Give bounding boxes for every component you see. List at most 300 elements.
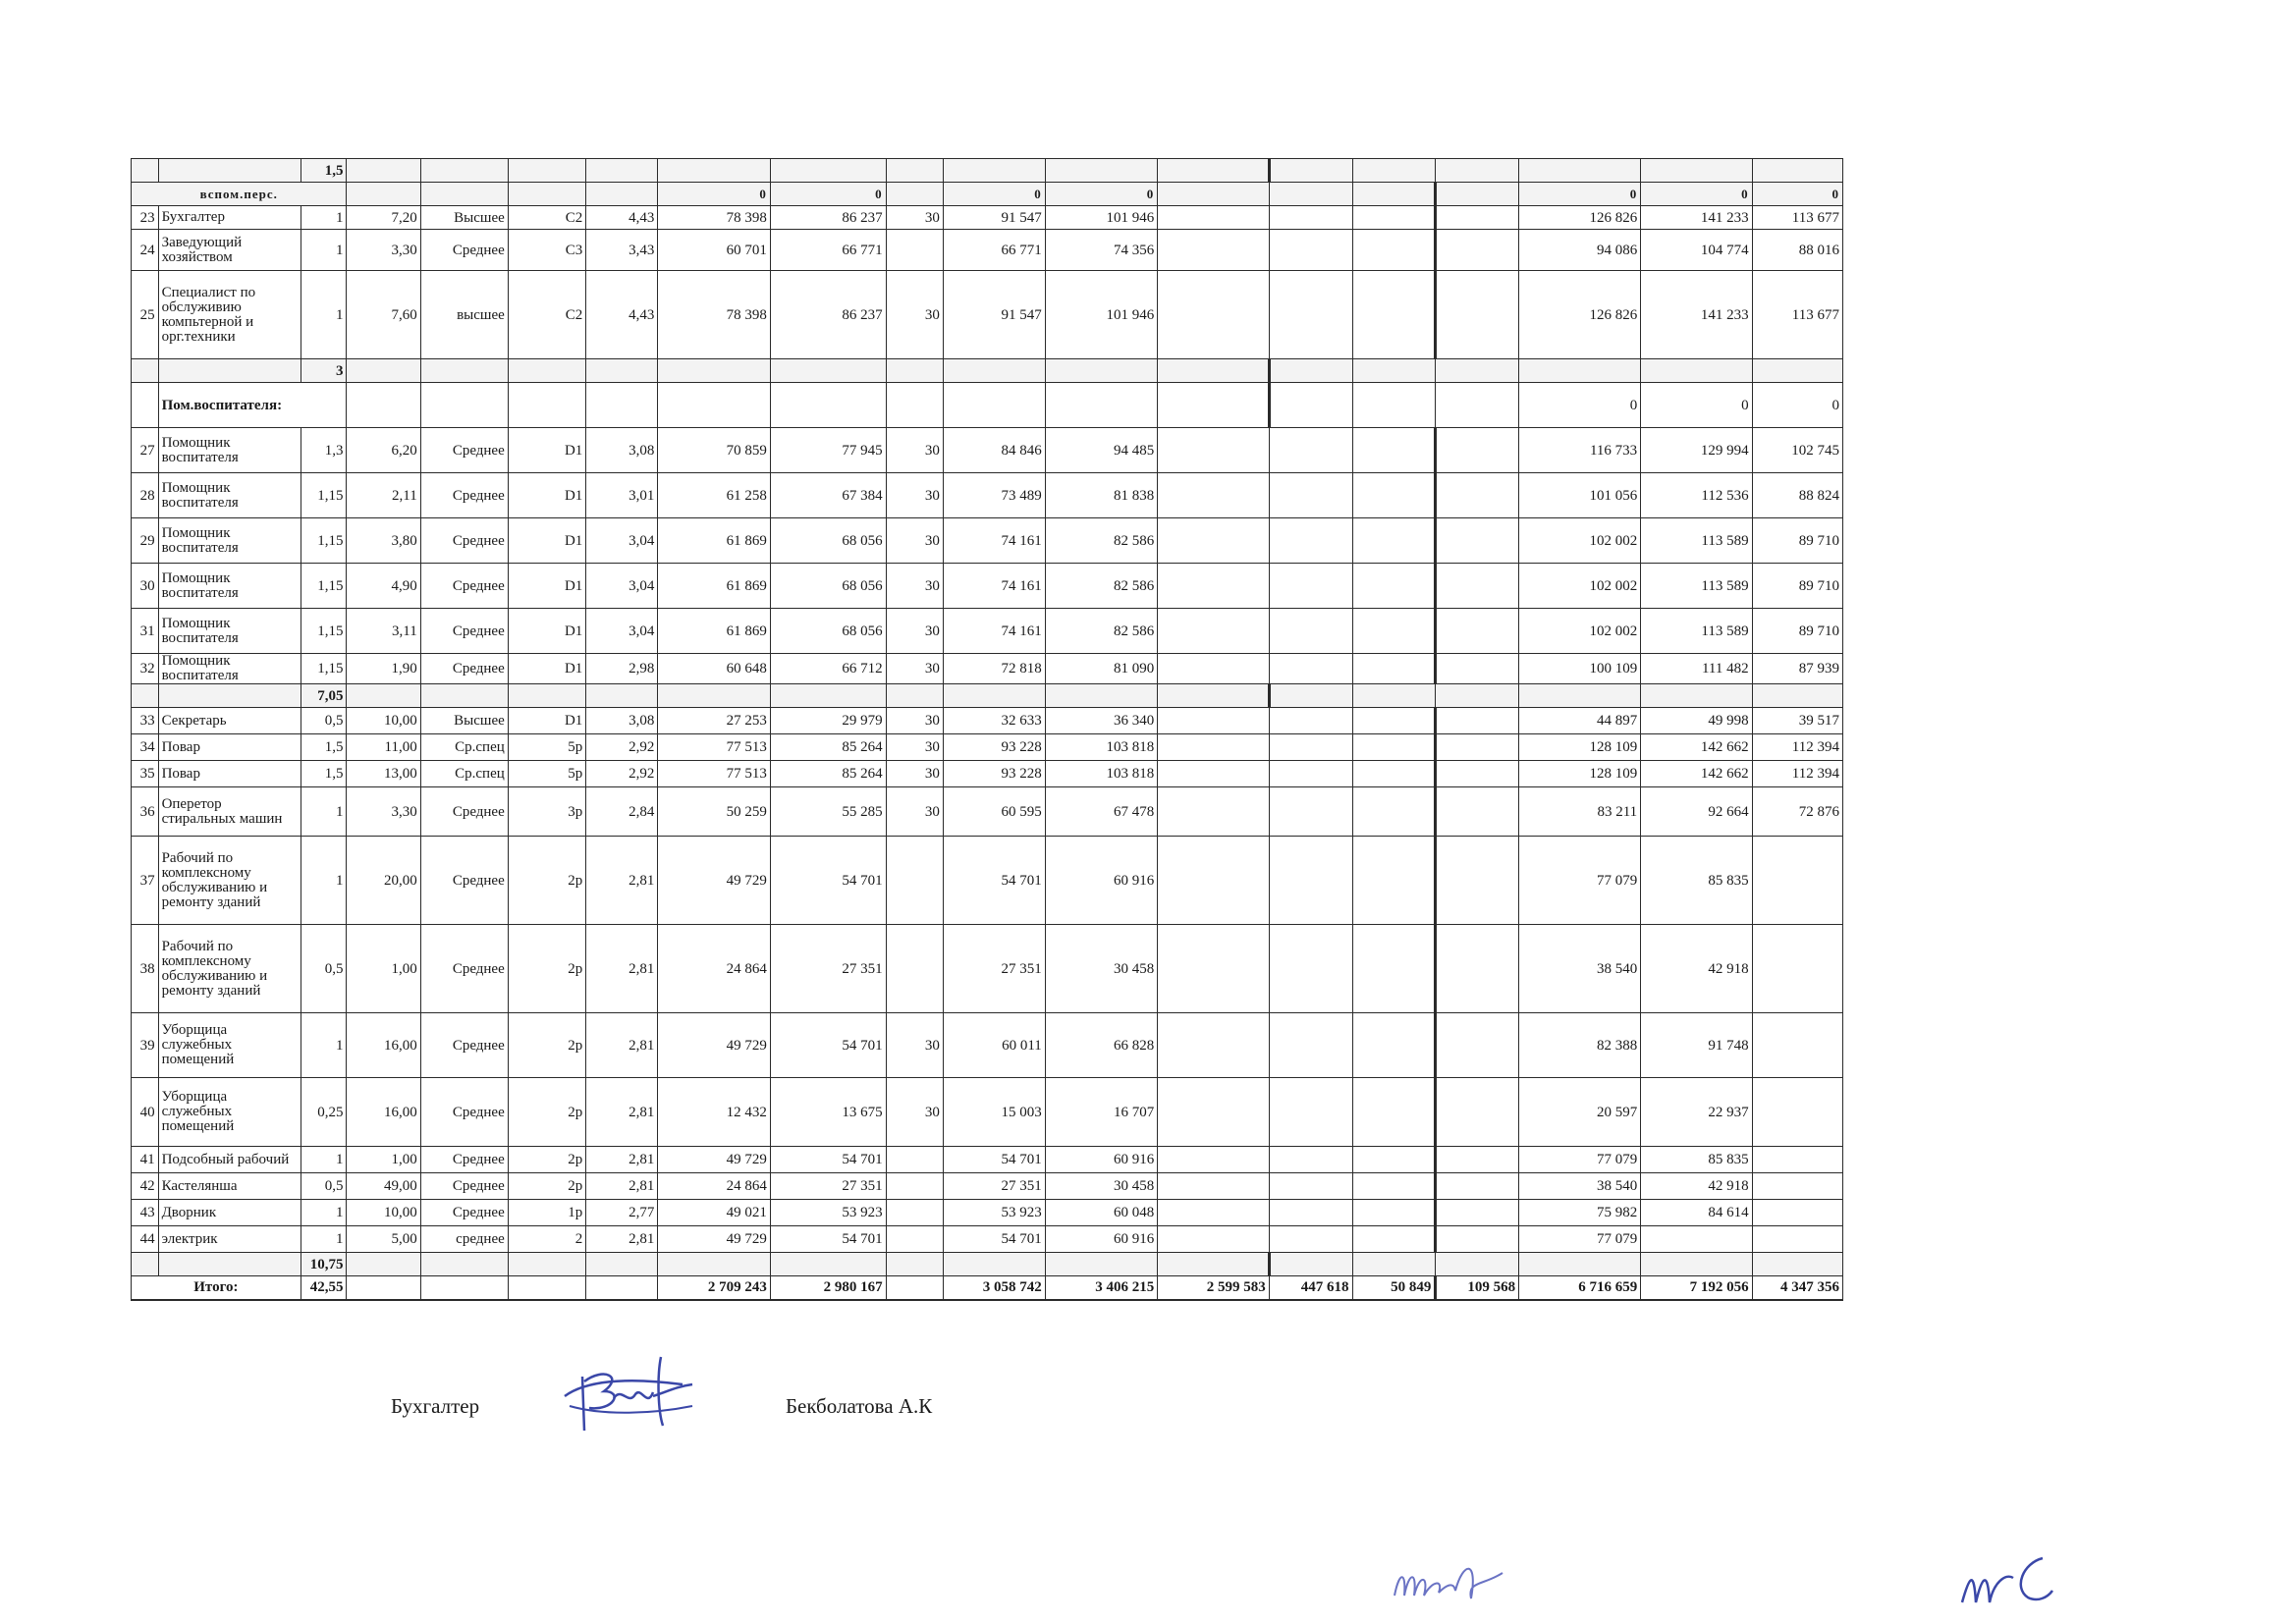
empty-cell	[770, 684, 886, 708]
empty-cell	[886, 359, 943, 383]
rate-cell: 1	[301, 787, 347, 837]
c3-cell: 53 923	[943, 1200, 1045, 1226]
subtotal-rate-cell: 1,5	[301, 159, 347, 183]
c4-cell: 66 828	[1045, 1013, 1158, 1078]
empty-cell	[1158, 1173, 1269, 1200]
empty-cell	[886, 1253, 943, 1276]
empty-cell	[1436, 1173, 1519, 1200]
total-e4-cell: 109 568	[1436, 1276, 1519, 1300]
c1-cell: 12 432	[658, 1078, 771, 1147]
rate-cell: 1	[301, 1226, 347, 1253]
coef-cell: 4,43	[586, 206, 658, 230]
cat-cell: 5р	[508, 734, 586, 761]
position-cell	[158, 359, 301, 383]
row-number-cell: 27	[132, 428, 159, 473]
c1-cell: 49 729	[658, 1226, 771, 1253]
c2-cell: 86 237	[770, 206, 886, 230]
c3-cell: 74 161	[943, 564, 1045, 609]
r1-cell: 126 826	[1519, 271, 1641, 359]
r2-cell: 42 918	[1641, 925, 1752, 1013]
subtotal-rate-cell: 3	[301, 359, 347, 383]
empty-cell	[943, 1253, 1045, 1276]
row-number-cell: 37	[132, 837, 159, 925]
empty-cell	[1158, 1078, 1269, 1147]
r3-cell	[1752, 837, 1842, 925]
edu-cell: высшее	[420, 271, 508, 359]
position-cell: Помощник воспитателя	[158, 654, 301, 684]
c3-cell: 27 351	[943, 925, 1045, 1013]
table-row	[132, 1013, 1843, 1078]
table-row	[132, 708, 1843, 734]
position-cell: Дворник	[158, 1200, 301, 1226]
r2-cell: 104 774	[1641, 230, 1752, 271]
empty-cell	[1158, 159, 1269, 183]
rate-cell: 1,5	[301, 734, 347, 761]
cat-cell: C2	[508, 206, 586, 230]
c1-cell: 61 258	[658, 473, 771, 518]
r1-cell: 77 079	[1519, 1226, 1641, 1253]
rate-cell: 1,15	[301, 564, 347, 609]
r1-cell: 100 109	[1519, 654, 1641, 684]
empty-cell	[347, 159, 420, 183]
empty-cell	[586, 383, 658, 428]
r1-cell: 102 002	[1519, 518, 1641, 564]
r2-cell: 142 662	[1641, 761, 1752, 787]
c2-cell: 54 701	[770, 1147, 886, 1173]
r3-cell: 102 745	[1752, 428, 1842, 473]
empty-cell	[1352, 734, 1436, 761]
row-number-cell: 23	[132, 206, 159, 230]
row-number-cell: 33	[132, 708, 159, 734]
empty-cell	[1436, 654, 1519, 684]
cat-cell: 2р	[508, 1013, 586, 1078]
pct-cell: 30	[886, 761, 943, 787]
r3-cell: 89 710	[1752, 609, 1842, 654]
empty-cell	[508, 383, 586, 428]
r1-cell: 82 388	[1519, 1013, 1641, 1078]
empty-cell	[658, 383, 771, 428]
empty-cell	[1352, 787, 1436, 837]
exp-cell: 49,00	[347, 1173, 420, 1200]
empty-cell	[1352, 708, 1436, 734]
edu-cell: Среднее	[420, 609, 508, 654]
cat-cell: 2р	[508, 1078, 586, 1147]
empty-cell	[1436, 734, 1519, 761]
empty-cell	[886, 383, 943, 428]
empty-cell	[658, 684, 771, 708]
c4-cell: 82 586	[1045, 564, 1158, 609]
pct-cell	[886, 230, 943, 271]
c4-cell: 16 707	[1045, 1078, 1158, 1147]
empty-cell	[1269, 1013, 1352, 1078]
r3-cell: 88 824	[1752, 473, 1842, 518]
empty-cell	[1436, 359, 1519, 383]
table-row	[132, 230, 1843, 271]
empty-cell	[1352, 428, 1436, 473]
coef-cell: 2,84	[586, 787, 658, 837]
edu-cell: Среднее	[420, 1200, 508, 1226]
c1-cell: 24 864	[658, 1173, 771, 1200]
pct-cell: 30	[886, 473, 943, 518]
r3-cell: 112 394	[1752, 761, 1842, 787]
c2-cell: 53 923	[770, 1200, 886, 1226]
empty-cell	[1436, 383, 1519, 428]
row-number-cell: 39	[132, 1013, 159, 1078]
c2-cell: 27 351	[770, 925, 886, 1013]
empty-cell	[586, 359, 658, 383]
edu-cell: Среднее	[420, 473, 508, 518]
empty-cell	[1269, 787, 1352, 837]
r3-cell: 88 016	[1752, 230, 1842, 271]
row-number-cell: 34	[132, 734, 159, 761]
section-label-cell: вспом.перс.	[132, 183, 347, 206]
r3-cell	[1752, 925, 1842, 1013]
c4-cell: 103 818	[1045, 734, 1158, 761]
table-row	[132, 206, 1843, 230]
empty-cell	[1352, 230, 1436, 271]
empty-cell	[1436, 271, 1519, 359]
empty-cell	[1045, 359, 1158, 383]
coef-cell: 3,04	[586, 564, 658, 609]
footer-role: Бухгалтер	[391, 1394, 480, 1418]
empty-cell	[1158, 1013, 1269, 1078]
r1-cell: 102 002	[1519, 609, 1641, 654]
edu-cell: Среднее	[420, 1078, 508, 1147]
edu-cell: Среднее	[420, 518, 508, 564]
c3-cell: 32 633	[943, 708, 1045, 734]
empty-cell	[1269, 428, 1352, 473]
total-e1-cell: 2 599 583	[1158, 1276, 1269, 1300]
cat-cell: 2р	[508, 1173, 586, 1200]
cat-cell: C2	[508, 271, 586, 359]
r2-cell: 141 233	[1641, 206, 1752, 230]
empty-cell	[1352, 159, 1436, 183]
rate-cell: 0,5	[301, 708, 347, 734]
position-cell: Помощник воспитателя	[158, 518, 301, 564]
empty-cell	[1352, 1226, 1436, 1253]
pct-cell: 30	[886, 708, 943, 734]
position-cell: Повар	[158, 734, 301, 761]
position-cell: Уборщица служебных помещений	[158, 1078, 301, 1147]
empty-cell	[1519, 359, 1641, 383]
rate-cell: 1	[301, 837, 347, 925]
empty-cell	[1158, 1253, 1269, 1276]
total-rate-cell: 42,55	[301, 1276, 347, 1300]
empty-cell	[1269, 837, 1352, 925]
empty-cell	[1158, 761, 1269, 787]
cat-cell: 3р	[508, 787, 586, 837]
rate-cell: 0,25	[301, 1078, 347, 1147]
initial-signature-2	[1954, 1543, 2082, 1612]
cat-cell: C3	[508, 230, 586, 271]
table-row	[132, 787, 1843, 837]
signature-accountant	[545, 1337, 702, 1435]
edu-cell: Среднее	[420, 837, 508, 925]
c3-cell: 93 228	[943, 734, 1045, 761]
empty-cell	[1269, 564, 1352, 609]
empty-cell	[1269, 383, 1352, 428]
staffing-table	[131, 158, 1843, 1301]
section-value-cell: 0	[943, 183, 1045, 206]
exp-cell: 11,00	[347, 734, 420, 761]
position-cell: Помощник воспитателя	[158, 473, 301, 518]
coef-cell: 2,92	[586, 734, 658, 761]
edu-cell: среднее	[420, 1226, 508, 1253]
c1-cell: 78 398	[658, 206, 771, 230]
c4-cell: 60 916	[1045, 837, 1158, 925]
table-row	[132, 1078, 1843, 1147]
rate-cell: 1	[301, 1200, 347, 1226]
edu-cell: Среднее	[420, 787, 508, 837]
c2-cell: 66 712	[770, 654, 886, 684]
r1-cell: 128 109	[1519, 734, 1641, 761]
c2-cell: 85 264	[770, 734, 886, 761]
position-cell: Повар	[158, 761, 301, 787]
coef-cell: 2,81	[586, 1173, 658, 1200]
r2-cell	[1641, 1226, 1752, 1253]
empty-cell	[943, 359, 1045, 383]
r3-cell	[1752, 1200, 1842, 1226]
cat-cell: 2	[508, 1226, 586, 1253]
total-r2-cell: 7 192 056	[1641, 1276, 1752, 1300]
empty-cell	[1436, 787, 1519, 837]
empty-cell	[1269, 1147, 1352, 1173]
row-number-cell: 43	[132, 1200, 159, 1226]
exp-cell: 10,00	[347, 1200, 420, 1226]
empty-cell	[1352, 206, 1436, 230]
r3-cell: 87 939	[1752, 654, 1842, 684]
section-value-cell: 0	[1045, 183, 1158, 206]
empty-cell	[1158, 359, 1269, 383]
empty-cell	[1158, 183, 1269, 206]
rate-cell: 0,5	[301, 1173, 347, 1200]
coef-cell: 4,43	[586, 271, 658, 359]
exp-cell: 4,90	[347, 564, 420, 609]
row-number-cell: 24	[132, 230, 159, 271]
c2-cell: 27 351	[770, 1173, 886, 1200]
c3-cell: 60 011	[943, 1013, 1045, 1078]
empty-cell	[1269, 684, 1352, 708]
row-number-cell: 38	[132, 925, 159, 1013]
section-row-auxiliary	[132, 183, 1843, 206]
r3-cell: 72 876	[1752, 787, 1842, 837]
empty-cell	[1158, 708, 1269, 734]
position-cell: электрик	[158, 1226, 301, 1253]
empty-cell	[1269, 925, 1352, 1013]
edu-cell: Среднее	[420, 1147, 508, 1173]
coef-cell: 3,04	[586, 609, 658, 654]
row-number-cell	[132, 684, 159, 708]
r3-cell: 89 710	[1752, 564, 1842, 609]
empty-cell	[347, 1276, 420, 1300]
subtotal-row	[132, 159, 1843, 183]
row-number-cell: 40	[132, 1078, 159, 1147]
empty-cell	[1158, 787, 1269, 837]
exp-cell: 1,90	[347, 654, 420, 684]
table-row	[132, 1200, 1843, 1226]
c2-cell: 77 945	[770, 428, 886, 473]
section-value-cell: 0	[658, 183, 771, 206]
initial-signature-1	[1385, 1551, 1532, 1610]
empty-cell	[1436, 761, 1519, 787]
pct-cell	[886, 1173, 943, 1200]
r2-cell: 113 589	[1641, 518, 1752, 564]
section-value-cell: 0	[1752, 383, 1842, 428]
exp-cell: 16,00	[347, 1013, 420, 1078]
c1-cell: 49 729	[658, 837, 771, 925]
empty-cell	[420, 1276, 508, 1300]
empty-cell	[1436, 925, 1519, 1013]
section-row-assistants	[132, 383, 1843, 428]
rate-cell: 1	[301, 206, 347, 230]
c3-cell: 54 701	[943, 837, 1045, 925]
empty-cell	[1352, 183, 1436, 206]
c1-cell: 60 701	[658, 230, 771, 271]
section-value-cell: 0	[1519, 383, 1641, 428]
empty-cell	[1352, 1013, 1436, 1078]
edu-cell: Ср.спец	[420, 734, 508, 761]
empty-cell	[1269, 473, 1352, 518]
exp-cell: 3,30	[347, 230, 420, 271]
empty-cell	[347, 684, 420, 708]
pct-cell: 30	[886, 564, 943, 609]
r1-cell: 77 079	[1519, 1147, 1641, 1173]
rate-cell: 1,15	[301, 654, 347, 684]
table-row	[132, 428, 1843, 473]
empty-cell	[586, 1253, 658, 1276]
empty-cell	[508, 159, 586, 183]
section-value-cell: 0	[1752, 183, 1842, 206]
empty-cell	[420, 159, 508, 183]
row-number-cell: 42	[132, 1173, 159, 1200]
empty-cell	[1641, 1253, 1752, 1276]
c2-cell: 86 237	[770, 271, 886, 359]
total-c1-cell: 2 709 243	[658, 1276, 771, 1300]
cat-cell: 5р	[508, 761, 586, 787]
empty-cell	[658, 359, 771, 383]
empty-cell	[1641, 684, 1752, 708]
empty-cell	[1436, 518, 1519, 564]
r1-cell: 83 211	[1519, 787, 1641, 837]
empty-cell	[1352, 564, 1436, 609]
exp-cell: 7,20	[347, 206, 420, 230]
total-c2-cell: 2 980 167	[770, 1276, 886, 1300]
empty-cell	[770, 359, 886, 383]
empty-cell	[1158, 925, 1269, 1013]
c4-cell: 36 340	[1045, 708, 1158, 734]
empty-cell	[1269, 1226, 1352, 1253]
pct-cell: 30	[886, 734, 943, 761]
edu-cell: Среднее	[420, 1173, 508, 1200]
r2-cell: 112 536	[1641, 473, 1752, 518]
subtotal-row	[132, 1253, 1843, 1276]
edu-cell: Среднее	[420, 1013, 508, 1078]
pct-cell: 30	[886, 1013, 943, 1078]
r1-cell: 128 109	[1519, 761, 1641, 787]
empty-cell	[1269, 708, 1352, 734]
section-value-cell: 0	[1519, 183, 1641, 206]
position-cell: Помощник воспитателя	[158, 428, 301, 473]
section-value-cell: 0	[1641, 383, 1752, 428]
c1-cell: 77 513	[658, 761, 771, 787]
c4-cell: 81 090	[1045, 654, 1158, 684]
rate-cell: 1	[301, 230, 347, 271]
empty-cell	[1269, 609, 1352, 654]
edu-cell: Среднее	[420, 564, 508, 609]
coef-cell: 2,81	[586, 1013, 658, 1078]
pct-cell	[886, 1226, 943, 1253]
cat-cell: 2р	[508, 925, 586, 1013]
c1-cell: 49 021	[658, 1200, 771, 1226]
empty-cell	[1158, 1200, 1269, 1226]
c3-cell: 54 701	[943, 1226, 1045, 1253]
position-cell: Заведующий хозяйством	[158, 230, 301, 271]
empty-cell	[1436, 183, 1519, 206]
total-r3-cell: 4 347 356	[1752, 1276, 1842, 1300]
position-cell: Оперетор стиральных машин	[158, 787, 301, 837]
empty-cell	[943, 383, 1045, 428]
c3-cell: 54 701	[943, 1147, 1045, 1173]
r3-cell: 89 710	[1752, 518, 1842, 564]
empty-cell	[1158, 518, 1269, 564]
edu-cell: Ср.спец	[420, 761, 508, 787]
c3-cell: 74 161	[943, 609, 1045, 654]
edu-cell: Среднее	[420, 230, 508, 271]
table-row	[132, 1173, 1843, 1200]
exp-cell: 3,30	[347, 787, 420, 837]
r2-cell: 141 233	[1641, 271, 1752, 359]
exp-cell: 7,60	[347, 271, 420, 359]
c1-cell: 27 253	[658, 708, 771, 734]
empty-cell	[420, 684, 508, 708]
empty-cell	[420, 183, 508, 206]
r1-cell: 126 826	[1519, 206, 1641, 230]
r2-cell: 142 662	[1641, 734, 1752, 761]
r1-cell: 101 056	[1519, 473, 1641, 518]
empty-cell	[1519, 684, 1641, 708]
coef-cell: 3,08	[586, 708, 658, 734]
empty-cell	[1436, 1013, 1519, 1078]
empty-cell	[420, 1253, 508, 1276]
exp-cell: 13,00	[347, 761, 420, 787]
c3-cell: 15 003	[943, 1078, 1045, 1147]
empty-cell	[1158, 564, 1269, 609]
empty-cell	[586, 1276, 658, 1300]
c4-cell: 74 356	[1045, 230, 1158, 271]
empty-cell	[770, 383, 886, 428]
empty-cell	[347, 383, 420, 428]
r3-cell: 112 394	[1752, 734, 1842, 761]
edu-cell: Высшее	[420, 708, 508, 734]
position-cell: Подсобный рабочий	[158, 1147, 301, 1173]
empty-cell	[420, 359, 508, 383]
cat-cell: D1	[508, 609, 586, 654]
c4-cell: 30 458	[1045, 925, 1158, 1013]
empty-cell	[1436, 684, 1519, 708]
coef-cell: 2,77	[586, 1200, 658, 1226]
pct-cell	[886, 1147, 943, 1173]
r2-cell: 22 937	[1641, 1078, 1752, 1147]
c1-cell: 77 513	[658, 734, 771, 761]
c1-cell: 61 869	[658, 518, 771, 564]
empty-cell	[1436, 609, 1519, 654]
empty-cell	[1352, 359, 1436, 383]
c3-cell: 91 547	[943, 206, 1045, 230]
empty-cell	[886, 183, 943, 206]
c4-cell: 60 916	[1045, 1226, 1158, 1253]
r3-cell: 39 517	[1752, 708, 1842, 734]
total-e3-cell: 50 849	[1352, 1276, 1436, 1300]
